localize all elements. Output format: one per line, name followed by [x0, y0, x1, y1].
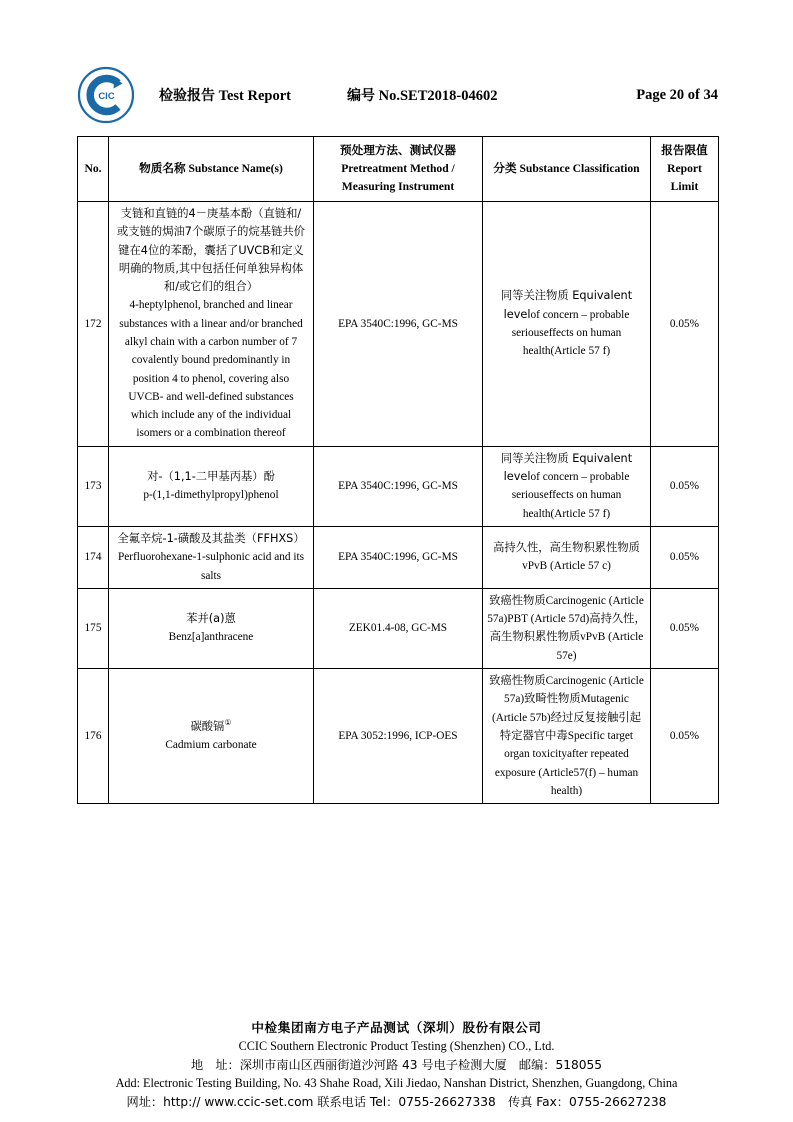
substance-name-en-line: which include any of the individual	[130, 409, 292, 422]
substance-name-en-line: Perfluorohexane-1-sulphonic acid and its	[117, 551, 305, 564]
cell-pretreatment: EPA 3540C:1996, GC-MS	[314, 446, 483, 526]
cell-pretreatment: EPA 3052:1996, ICP-OES	[314, 669, 483, 804]
classification-line: vPvB (Article 57e)	[556, 631, 644, 662]
cell-substance-name	[109, 669, 314, 804]
col-header-classification-cn: 分类	[493, 160, 517, 175]
cell-classification	[483, 669, 651, 804]
classification-line: effects on human health	[522, 326, 622, 358]
substance-name-en-line: isomers or a combination thereof	[136, 427, 286, 440]
table-row	[78, 201, 719, 446]
col-header-substance-name-en: Substance Name(s)	[188, 161, 283, 175]
cell-substance-name-cn	[113, 610, 309, 628]
classification-line: vPvB (Article 57 c)	[522, 560, 611, 573]
header-title	[159, 85, 291, 105]
substance-name-en-line: covalently bound predominantly in	[131, 354, 291, 367]
substance-name-en-line: substances with a linear and/or branched	[119, 317, 303, 330]
cell-substance-name	[109, 201, 314, 446]
cell-pretreatment: EPA 3540C:1996, GC-MS	[314, 526, 483, 588]
classification-line: 致畸性物质	[524, 692, 581, 706]
substance-name-en-line: p-(1,1-dimethylpropyl)phenol	[143, 489, 279, 502]
col-header-pretreatment-en1: Pretreatment Method /	[341, 161, 455, 175]
cell-substance-name-en	[113, 628, 309, 646]
header-report-number	[347, 85, 497, 105]
cell-no: 176	[78, 669, 109, 804]
classification-line: (Article 57 f)	[550, 345, 611, 358]
substance-name-en-line: 4-heptylphenol, branched and linear	[129, 299, 293, 312]
cell-substance-name	[109, 526, 314, 588]
classification-line: PBT (Article 57d)	[507, 613, 590, 626]
footer-company-en: CCIC Southern Electronic Product Testing (Shenzhen) CO., Ltd.	[238, 1039, 555, 1054]
header-report-number-en: No.SET2018-04602	[378, 88, 498, 104]
table-header	[78, 137, 719, 202]
substance-name-en-line: alkyl chain with a carbon number of 7	[124, 335, 298, 348]
cell-no: 172	[78, 201, 109, 446]
substance-name-en-line: Benz[a]anthracene	[168, 631, 254, 644]
cell-pretreatment: ZEK01.4-08, GC-MS	[314, 588, 483, 668]
cell-substance-name-en	[113, 548, 309, 585]
classification-line: Specific target organ toxicity	[504, 729, 634, 761]
col-header-report-limit-en1: Report	[667, 161, 702, 175]
classification-line: Carcinogenic (Article 57a)	[504, 675, 644, 706]
col-header-no: No.	[78, 137, 109, 202]
cell-report-limit: 0.05%	[651, 446, 719, 526]
cell-report-limit: 0.05%	[651, 526, 719, 588]
footer-address-en: Add: Electronic Testing Building, No. 43 Shahe Road, Xili Jiedao, Nanshan District, Shenzhen, Guangdong, China	[115, 1076, 678, 1091]
header-report-number-cn: 编号	[346, 88, 375, 104]
col-header-pretreatment-cn: 预处理方法、测试仪器	[340, 143, 456, 157]
substance-name-cn-line: 支链和直链的4－庚基本酚（直链和/	[120, 206, 302, 220]
classification-line: 高持久性，高生物积累性物质	[489, 612, 646, 644]
table-row	[78, 669, 719, 804]
substance-name-cn-line: 碳酸镉①	[190, 718, 232, 734]
cell-substance-name-cn	[113, 530, 309, 548]
cell-classification	[483, 526, 651, 588]
table-row	[78, 588, 719, 668]
classification-line: (Article 57 f)	[550, 507, 611, 520]
classification-line: 毒	[556, 728, 568, 742]
col-header-substance-name	[109, 137, 314, 202]
table-body	[78, 201, 719, 803]
table-row	[78, 526, 719, 588]
substance-table	[77, 136, 719, 804]
footer-address-cn: 地 址：深圳市南山区西丽街道沙河路 43 号电子检测大厦 邮编：518055	[190, 1057, 603, 1072]
col-header-classification	[483, 137, 651, 202]
classification-line: effects on human health	[522, 489, 622, 520]
table-header-row	[78, 137, 719, 202]
cell-substance-name-en	[113, 736, 309, 754]
svg-text:CIC: CIC	[98, 91, 115, 102]
col-header-pretreatment-en2: Measuring Instrument	[341, 179, 455, 193]
classification-line: 同等关注物质 Equivalent level	[500, 451, 633, 484]
page-header	[77, 62, 718, 128]
classification-line: 致癌性物质	[489, 674, 546, 688]
cell-no: 173	[78, 446, 109, 526]
cell-report-limit: 0.05%	[651, 201, 719, 446]
classification-line: 57(f) – human health)	[550, 766, 639, 797]
cell-report-limit: 0.05%	[651, 588, 719, 668]
cell-substance-name-en	[113, 486, 309, 504]
table-row	[78, 446, 719, 526]
substance-name-superscript: ①	[224, 718, 232, 728]
substance-name-cn-line: 键在4位的苯酚，囊括了UVCB和定义	[118, 243, 304, 257]
cell-substance-name	[109, 446, 314, 526]
substance-name-en-line: UVCB- and well-defined substances	[128, 390, 294, 403]
substance-name-cn-line: 苯并(a)蒽	[186, 612, 236, 626]
col-header-substance-name-cn: 物质名称	[139, 160, 186, 175]
classification-line: of concern – probable serious	[511, 471, 630, 502]
col-header-report-limit-en2: Limit	[670, 179, 699, 193]
header-title-en: Test Report	[218, 88, 291, 104]
substance-name-en-line: salts	[200, 569, 222, 582]
substance-name-cn-line: 对-（1,1-二甲基丙基）酚	[147, 470, 275, 484]
substance-name-cn-line: 或支链的焗油7个碳原子的烷基链共价	[117, 225, 305, 239]
cell-substance-name-en	[113, 296, 309, 442]
col-header-classification-en: Substance Classification	[519, 161, 640, 175]
classification-line: Carcinogenic (Article 57a)	[487, 594, 644, 626]
header-title-cn: 检验报告	[159, 88, 215, 104]
classification-line: 致癌性物质	[489, 593, 546, 607]
substance-name-cn-line: 明确的物质,其中包括任何单独异构体	[118, 261, 304, 275]
ccic-logo-icon	[77, 66, 135, 124]
classification-line: 经过反复接触引起特定器官中	[499, 710, 642, 742]
footer-web-contact: 网址：http:// www.ccic-set.com 联系电话 Tel：0755-26627338 传真 Fax：0755-26627238	[126, 1094, 667, 1109]
substance-name-cn-line: 全氟辛烷-1-磺酸及其盐类（FFHXS）	[117, 531, 305, 545]
cell-substance-name	[109, 588, 314, 668]
page-footer	[40, 1018, 753, 1111]
cell-no: 175	[78, 588, 109, 668]
cell-pretreatment: EPA 3540C:1996, GC-MS	[314, 201, 483, 446]
col-header-pretreatment	[314, 137, 483, 202]
page-number: Page 20 of 34	[636, 86, 718, 103]
cell-no: 174	[78, 526, 109, 588]
classification-line: Mutagenic (Article 57b)	[491, 693, 629, 724]
col-header-report-limit	[651, 137, 719, 202]
classification-line: of concern – probable serious	[511, 308, 630, 339]
col-header-report-limit-cn: 报告限值	[661, 143, 708, 157]
ccic-logo	[77, 66, 135, 124]
cell-substance-name-cn	[113, 468, 309, 486]
substance-name-en-line: position 4 to phenol, covering also	[132, 372, 290, 385]
cell-substance-name-cn	[113, 717, 309, 736]
cell-classification	[483, 588, 651, 668]
substance-name-en-line: Cadmium carbonate	[165, 739, 257, 752]
classification-line: after repeated exposure (Article	[494, 748, 629, 779]
substance-name-cn-line: 和/或它们的组合）	[163, 280, 259, 294]
cell-classification	[483, 446, 651, 526]
cell-substance-name-cn	[113, 205, 309, 296]
cell-classification	[483, 201, 651, 446]
footer-company-cn: 中检集团南方电子产品测试（深圳）股份有限公司	[251, 1020, 542, 1035]
classification-line: 同等关注物质 Equivalent level	[500, 289, 633, 321]
cell-report-limit: 0.05%	[651, 669, 719, 804]
classification-line: 高持久性，高生物积累性物质	[493, 541, 640, 555]
